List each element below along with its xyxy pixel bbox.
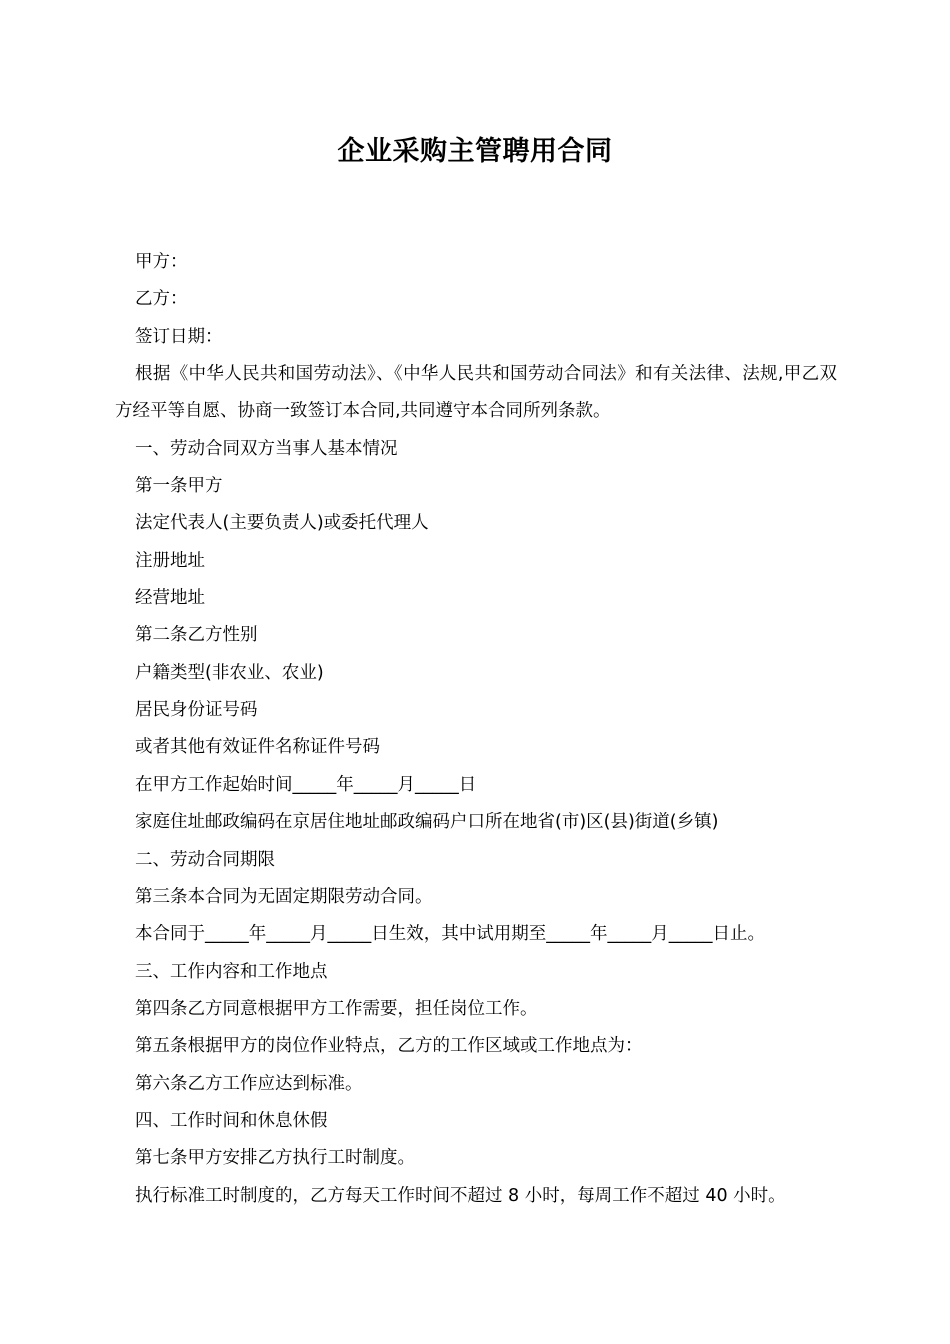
business-address-line: 经营地址 xyxy=(135,588,205,609)
section-heading-2: 二、劳动合同期限 xyxy=(135,849,275,870)
article-2: 第二条乙方性别 xyxy=(135,625,258,646)
legal-representative-line: 法定代表人(主要负责人)或委托代理人 xyxy=(135,513,429,534)
home-address-line: 家庭住址邮政编码在京居住地址邮政编码户口所在地省(市)区(县)街道(乡镇) xyxy=(135,812,719,833)
effective-date-line: 本合同于_____年_____月_____日生效，其中试用期至_____年_____月_____日止。 xyxy=(135,924,765,945)
section-heading-4: 四、工作时间和休息休假 xyxy=(135,1110,328,1131)
household-type-line: 户籍类型(非农业、农业) xyxy=(135,662,324,683)
standard-hours-line: 执行标准工时制度的，乙方每天工作时间不超过 8 小时，每周工作不超过 40 小时。 xyxy=(135,1185,786,1206)
start-date-line: 在甲方工作起始时间_____年_____月_____日 xyxy=(135,774,477,795)
article-3: 第三条本合同为无固定期限劳动合同。 xyxy=(135,886,433,907)
id-number-line: 居民身份证号码 xyxy=(135,700,258,721)
section-heading-1: 一、劳动合同双方当事人基本情况 xyxy=(135,438,398,459)
party-b-line: 乙方： xyxy=(135,289,188,310)
article-4: 第四条乙方同意根据甲方工作需要，担任岗位工作。 xyxy=(135,998,538,1019)
section-heading-3: 三、工作内容和工作地点 xyxy=(135,961,328,982)
other-certificate-line: 或者其他有效证件名称证件号码 xyxy=(135,737,380,758)
article-7: 第七条甲方安排乙方执行工时制度。 xyxy=(135,1148,415,1169)
article-6: 第六条乙方工作应达到标准。 xyxy=(135,1073,363,1094)
document-title: 企业采购主管聘用合同 xyxy=(337,136,613,167)
article-5: 第五条根据甲方的岗位作业特点，乙方的工作区域或工作地点为： xyxy=(135,1036,643,1057)
article-1: 第一条甲方 xyxy=(135,476,223,497)
document-body xyxy=(115,244,837,1215)
preamble-paragraph: 根据《中华人民共和国劳动法》、《中华人民共和国劳动合同法》和有关法律、法规,甲乙双方经平等自愿、协商一致签订本合同,共同遵守本合同所列条款。 xyxy=(115,364,837,422)
registered-address-line: 注册地址 xyxy=(135,550,205,571)
signing-date-line: 签订日期： xyxy=(135,326,223,347)
party-a-line: 甲方： xyxy=(135,252,188,272)
